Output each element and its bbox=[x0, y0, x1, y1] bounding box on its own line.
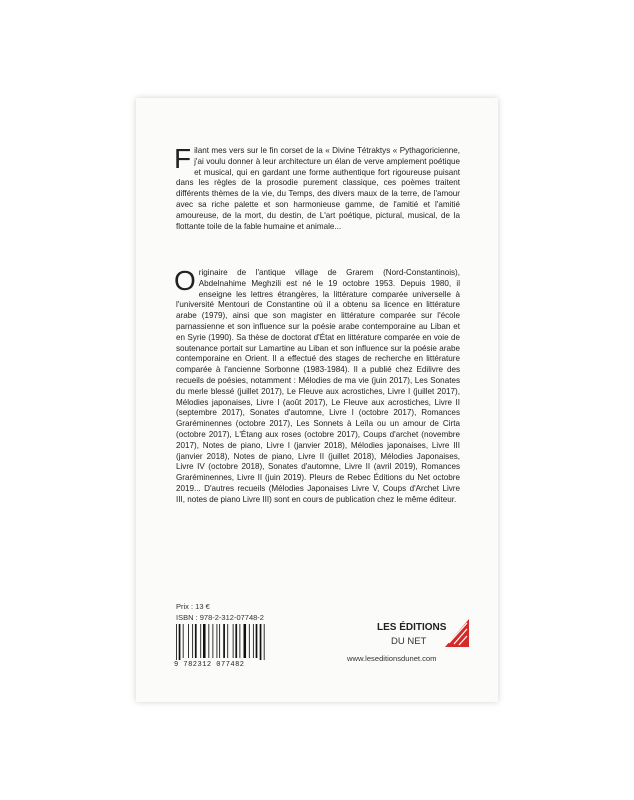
publisher-url: www.leseditionsdunet.com bbox=[347, 654, 437, 663]
publisher-mark-icon bbox=[445, 619, 469, 647]
author-bio-paragraph bbox=[174, 265, 460, 506]
drop-cap-f: F bbox=[174, 143, 192, 174]
isbn-label: ISBN : 978-2-312-07748-2 bbox=[176, 613, 264, 622]
barcode-digits: 9 782312 077482 bbox=[174, 661, 245, 669]
author-bio-text: riginaire de l'antique village de Grarem (Nord-Constantinois), Abdelnahime Meghzili est né le 19 octobre 1953. Depuis 1980, il enseigne les lettres étrangères, la littérature comparée universelle à l'université Mentouri de Constantine où il a obtenu sa licence en littérature arabe (1979), ainsi que son magister en littérature comparée sur l'école parnassienne et son influence sur la poésie arabe contemporaine au Liban et en Syrie (1990). Sa thèse de doctorat d'État en littérature comparée en voie de soutenance portait sur Lamartine au Liban et son influence sur la poésie arabe contemporaine en Orient. Il a effectué des stages de recherche en littérature comparée à l'ancienne Sorbonne (1983-1984). Il a publié chez Edilivre des recueils de poésies, notamment : Mélodies de ma vie (juin 2017), Les Sonates du merle blessé (juillet 2017), Le Fleuve aux acrostiches, Livre I (juillet 2017), Mélodies japonaises, Livre I (août 2017), Le Fleuve aux acrostiches, Livre II (septembre 2017), Sonates d'automne, Livre I (octobre 2017), Romances Graréminennes (octobre 2017), Les Sonnets à Leïla ou un amour de Cirta (octobre 2017), L'Étang aux roses (octobre 2017), Coups d'archet (novembre 2017), Notes de piano, Livre I (janvier 2018), Mélodies japonaises, Livre III (janvier 2018), Notes de piano, Livre II (juillet 2018), Mélodies Japonaises, Livre IV (octobre 2018), Sonates d'automne, Livre II (avril 2019), Romances Graréminennes, Livre II (juin 2019). Pleurs de Rebec Éditions du Net octobre 2019... D'autres recueils (Mélodies Japonaises Livre V, Coups d'Archet Livre III, notes de piano Livre III) sont en cours de publication chez le même éditeur. bbox=[176, 268, 460, 504]
publisher-name-line1: LES ÉDITIONS bbox=[377, 622, 447, 633]
drop-cap-o: O bbox=[174, 265, 196, 296]
publisher-name-line2: DU NET bbox=[391, 636, 427, 647]
summary-paragraph bbox=[174, 143, 460, 232]
summary-text: ilant mes vers sur le fin corset de la « Divine Tétraktys « Pythagoricienne, j'ai voulu donner à leur architecture un élan de verve amplement poétique et musical, qui en gardant une forme authentique fort rigoureuse puisant dans les règles de la prosodie purement classique, ces poèmes traitent différents thèmes de la vie, du Temps, des divers maux de la terre, de l'amour avec sa riche palette et son harmonieuse gamme, de l'amitié et l'amitié amoureuse, de la mort, du destin, de L'art poétique, pictural, musical, de la flottante toile de la fable humaine et animale... bbox=[176, 146, 460, 231]
publisher-logo bbox=[377, 618, 461, 652]
price-label: Prix : 13 € bbox=[176, 602, 210, 611]
barcode-icon bbox=[175, 624, 267, 660]
